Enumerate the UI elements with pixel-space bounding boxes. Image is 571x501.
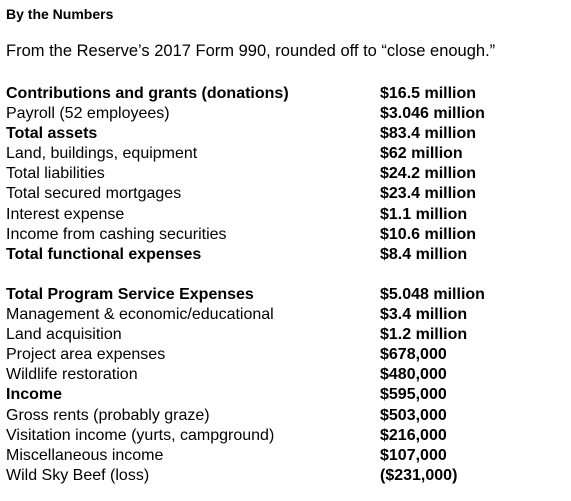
line-item-value: $83.4 million <box>380 125 477 143</box>
line-item-label: Total secured mortgages <box>6 185 182 203</box>
line-item-row <box>6 245 566 265</box>
line-item-label: Miscellaneous income <box>6 446 164 464</box>
line-item-label: Management & economic/educational <box>6 306 274 324</box>
line-item-value: $3.046 million <box>380 105 485 123</box>
line-item-label: Total Program Service Expenses <box>6 286 254 303</box>
line-item-label: Total liabilities <box>6 165 105 183</box>
line-item-value: $1.1 million <box>380 205 468 223</box>
line-item-row <box>6 104 566 124</box>
line-item-value: $24.2 million <box>380 165 477 183</box>
line-item-row <box>6 446 566 466</box>
line-item-value: $23.4 million <box>380 185 477 203</box>
line-item-row <box>6 426 566 446</box>
line-item-value: ($231,000) <box>380 466 458 484</box>
line-item-row <box>6 365 566 385</box>
line-item-row <box>6 325 566 345</box>
line-item-label: Wildlife restoration <box>6 366 138 384</box>
line-item-label: Visitation income (yurts, campground) <box>6 426 275 444</box>
line-item-row <box>6 466 566 486</box>
line-item-label: Contributions and grants (donations) <box>6 85 289 102</box>
line-item-label: Income from cashing securities <box>6 225 227 243</box>
line-item-value: $107,000 <box>380 446 447 464</box>
line-item-value: $678,000 <box>380 346 447 364</box>
line-item-value: $8.4 million <box>380 245 468 263</box>
line-item-value: $16.5 million <box>380 85 477 102</box>
page-subtitle: From the Reserve’s 2017 Form 990, rounded off to “close enough.” <box>6 42 496 60</box>
line-item-row <box>6 184 566 204</box>
line-item-label: Payroll (52 employees) <box>6 105 170 123</box>
page-title: By the Numbers <box>6 6 114 22</box>
line-item-row <box>6 385 566 405</box>
line-item-label: Land, buildings, equipment <box>6 145 198 163</box>
line-item-row <box>6 205 566 225</box>
line-item-label: Wild Sky Beef (loss) <box>6 466 150 484</box>
line-item-row <box>6 124 566 144</box>
line-item-row <box>6 164 566 184</box>
line-item-value: $62 million <box>380 145 463 163</box>
line-item-row <box>6 84 566 104</box>
line-item-row <box>6 345 566 365</box>
line-item-label: Total assets <box>6 125 98 143</box>
financial-summary-section <box>6 84 566 265</box>
line-item-label: Total functional expenses <box>6 245 202 263</box>
line-item-value: $3.4 million <box>380 306 468 324</box>
line-item-row <box>6 285 566 305</box>
line-item-value: $595,000 <box>380 386 447 404</box>
line-item-row <box>6 144 566 164</box>
line-item-label: Land acquisition <box>6 326 122 344</box>
line-item-row <box>6 406 566 426</box>
line-item-row <box>6 305 566 325</box>
line-item-label: Income <box>6 386 63 404</box>
line-item-value: $10.6 million <box>380 225 477 243</box>
line-item-value: $1.2 million <box>380 326 468 344</box>
line-item-label: Gross rents (probably graze) <box>6 406 210 424</box>
line-item-value: $503,000 <box>380 406 447 424</box>
line-item-row <box>6 225 566 245</box>
line-item-value: $5.048 million <box>380 286 485 303</box>
line-item-label: Interest expense <box>6 205 125 223</box>
line-item-label: Project area expenses <box>6 346 166 364</box>
expenses-income-section <box>6 285 566 486</box>
line-item-value: $216,000 <box>380 426 447 444</box>
line-item-value: $480,000 <box>380 366 447 384</box>
